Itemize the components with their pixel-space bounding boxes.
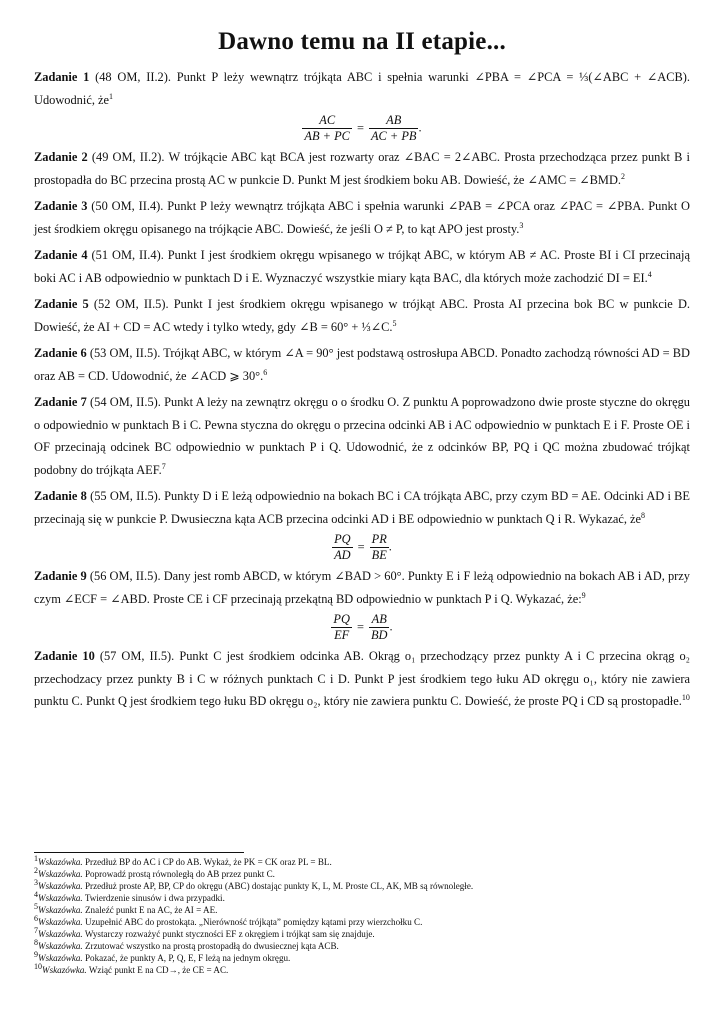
- task-label: Zadanie 7: [34, 395, 87, 409]
- task-label: Zadanie 9: [34, 569, 87, 583]
- task-6: [34, 342, 690, 387]
- task-4: [34, 244, 690, 289]
- task-3: [34, 195, 690, 240]
- footnote-ref: 10: [681, 692, 690, 702]
- footnote-ref: 5: [392, 318, 397, 328]
- footnote-ref: 9: [581, 590, 586, 600]
- task-source: (56 OM, II.5).: [89, 569, 161, 583]
- footnote-ref: 1: [109, 91, 114, 101]
- footnote-10: $^{10}$Wskazówka. Wziąć punkt E na CD→, że CE = AC.: [34, 961, 229, 975]
- task-text: Punkt P leży wewnątrz trójkąta ABC i spełnia warunki ∠PBA = ∠PCA = ⅓(∠ABC + ∠ACB). Udowodnić, że: [34, 70, 690, 107]
- task-source: (57 OM, II.5).: [99, 649, 175, 663]
- task-source: (50 OM, II.4).: [91, 199, 164, 213]
- task-label: Zadanie 8: [34, 489, 87, 503]
- footnote-5: $^5$Wskazówka. Znaleźć punkt E na AC, że AI = AE.: [34, 901, 218, 915]
- task-text: Punkt I jest środkiem okręgu wpisanego w trójkąt ABC. Prosta AI przecina bok BC w punkcie D. Dowieść, że AI + CD = AC wtedy i tylko wtedy, gdy ∠B = 60° + ⅓∠C.: [34, 297, 690, 334]
- task-2: [34, 146, 690, 191]
- footnote-8: $^8$Wskazówka. Zrzutować wszystko na prostą prostopadłą do dwusiecznej kąta ACB.: [34, 937, 339, 951]
- footnote-4: $^4$Wskazówka. Twierdzenie sinusów i dwa przypadki.: [34, 889, 225, 903]
- task-label: Zadanie 4: [34, 248, 88, 262]
- task-8: [34, 485, 690, 530]
- footnote-9: $^9$Wskazówka. Pokazać, że punkty A, P, Q, E, F leżą na jednym okręgu.: [34, 949, 291, 963]
- footnote-ref: 7: [161, 461, 166, 471]
- task-label: Zadanie 10: [34, 649, 95, 663]
- task-text: Punkt A leży na zewnątrz okręgu o o środku O. Z punktu A poprowadzono dwie proste styczne do okręgu o odpowiednio w punktach B i C. Pewna styczna do okręgu o przecina odcinki AB i AC odpowiednio w punktach E i F. Proste OE i OF przecinają odcinek BC odpowiednio w punktach P i Q. Udowodnić, że z odcinków BP, PQ i QC można zbudować trójkąt podobny do trójkąta AEF.: [34, 395, 690, 477]
- task-9: [34, 565, 690, 610]
- task-label: Zadanie 1: [34, 70, 90, 84]
- task-5: [34, 293, 690, 338]
- document-title: Dawno temu na II etapie...: [218, 28, 506, 55]
- formula-1: $\frac{AC}{AB + PC}$ = $\frac{AB}{AC + PB}$ .: [304, 113, 422, 143]
- document-page: [34, 28, 690, 717]
- task-source: (54 OM, II.5).: [90, 395, 161, 409]
- formula-9: $\frac{PQ}{EF}$ = $\frac{AB}{BD}$ .: [333, 612, 393, 642]
- task-text: Punkt I jest środkiem okręgu wpisanego w trójkąt ABC, w którym AB ≠ AC. Proste BI i CI przecinają boki AC i AB odpowiednio w punktach D i E. Wyznaczyć wszystkie miary kąta BAC, dla których może zachodzić DI = EI.: [34, 248, 690, 285]
- task-7: [34, 391, 690, 481]
- footnote-2: $^2$Wskazówka. Poprowadź prostą równoległą do AB przez punkt C.: [34, 865, 275, 879]
- task-source: (52 OM, II.5).: [93, 297, 169, 311]
- footnote-7: $^7$Wskazówka. Wystarczy rozważyć punkt styczności EF z okręgiem i trójkąt sam się znajduje.: [34, 925, 375, 939]
- task-source: (51 OM, II.4).: [91, 248, 164, 262]
- task-text: Trójkąt ABC, w którym ∠A = 90° jest podstawą ostrosłupa ABCD. Ponadto zachodzą równości AD = BD oraz AB = CD. Udowodnić, że ∠ACD ⩾ 30°.: [34, 346, 690, 383]
- task-label: Zadanie 6: [34, 346, 87, 360]
- task-text: Punkt C jest środkiem odcinka AB. Okrąg o₁ przechodzący przez punkty A i C przecina okrąg o₂ przechodzacy przez punkty B i C w różnych punktach C i D. Punkt P jest środkiem tego łuku AD okręgu o₁, który nie zawiera punktu C. Punkt Q jest środkiem tego łuku BD okręgu o₂, który nie zawiera punktu C. Dowieść, że proste PQ i CD są prostopadłe.: [34, 649, 690, 708]
- task-source: (53 OM, II.5).: [89, 346, 161, 360]
- task-text: Punkt P leży wewnątrz trójkąta ABC i spełnia warunki ∠PAB = ∠PCA oraz ∠PAC = ∠PBA. Punkt O jest środkiem okręgu opisanego na trójkącie ABC. Dowieść, że jeśli O ≠ P, to kąt APO jest prosty.: [34, 199, 690, 236]
- footnote-ref: 6: [263, 367, 268, 377]
- task-source: (55 OM, II.5).: [90, 489, 161, 503]
- footnote-ref: 8: [641, 510, 646, 520]
- task-text: W trójkącie ABC kąt BCA jest rozwarty oraz ∠BAC = 2∠ABC. Prosta przechodząca przez punkt B i prostopadła do BC przecina prostą AC w punkcie D. Punkt M jest środkiem boku AB. Dowieść, że ∠AMC = ∠BMD.: [34, 150, 690, 187]
- footnote-1: $^1$Wskazówka. Przedłuż BP do AC i CP do AB. Wykaż, że PK = CK oraz PL = BL.: [34, 853, 332, 867]
- footnote-divider: [34, 852, 244, 853]
- formula-8: $\frac{PQ}{AD}$ = $\frac{PR}{BE}$ .: [334, 532, 392, 562]
- footnote-ref: 3: [519, 220, 524, 230]
- footnote-ref: 2: [621, 171, 625, 181]
- footnotes: [34, 852, 690, 976]
- task-label: Zadanie 3: [34, 199, 88, 213]
- task-text: Dany jest romb ABCD, w którym ∠BAD > 60°. Punkty E i F leżą odpowiednio na bokach AB i AD, przy czym ∠ECF = ∠ABD. Proste CE i CF przecinają przekątną BD odpowiednio w punktach P i Q. Wykazać, że:: [34, 569, 690, 606]
- task-label: Zadanie 5: [34, 297, 89, 311]
- task-source: (48 OM, II.2).: [95, 70, 171, 84]
- task-1: [34, 66, 690, 111]
- footnote-6: $^6$Wskazówka. Uzupełnić ABC do prostokąta. „Nierówność trójkąta” pomiędzy kątami przy wierzchołku C.: [34, 913, 423, 927]
- task-text: Punkty D i E leżą odpowiednio na bokach BC i CA trójkąta ABC, przy czym BD = AE. Odcinki AD i BE przecinają się w punkcie P. Dwusieczna kąta ACB przecina odcinki AD i BE odpowiednio w punktach Q i R. Wykazać, że: [34, 489, 690, 526]
- task-10: [34, 645, 690, 713]
- task-source: (49 OM, II.2).: [91, 150, 165, 164]
- footnote-3: $^3$Wskazówka. Przedłuż proste AP, BP, CP do okręgu (ABC) dostając punkty K, L, M. Proste CL, AK, MB są równoległe.: [34, 877, 474, 891]
- footnote-ref: 4: [647, 269, 652, 279]
- task-label: Zadanie 2: [34, 150, 88, 164]
